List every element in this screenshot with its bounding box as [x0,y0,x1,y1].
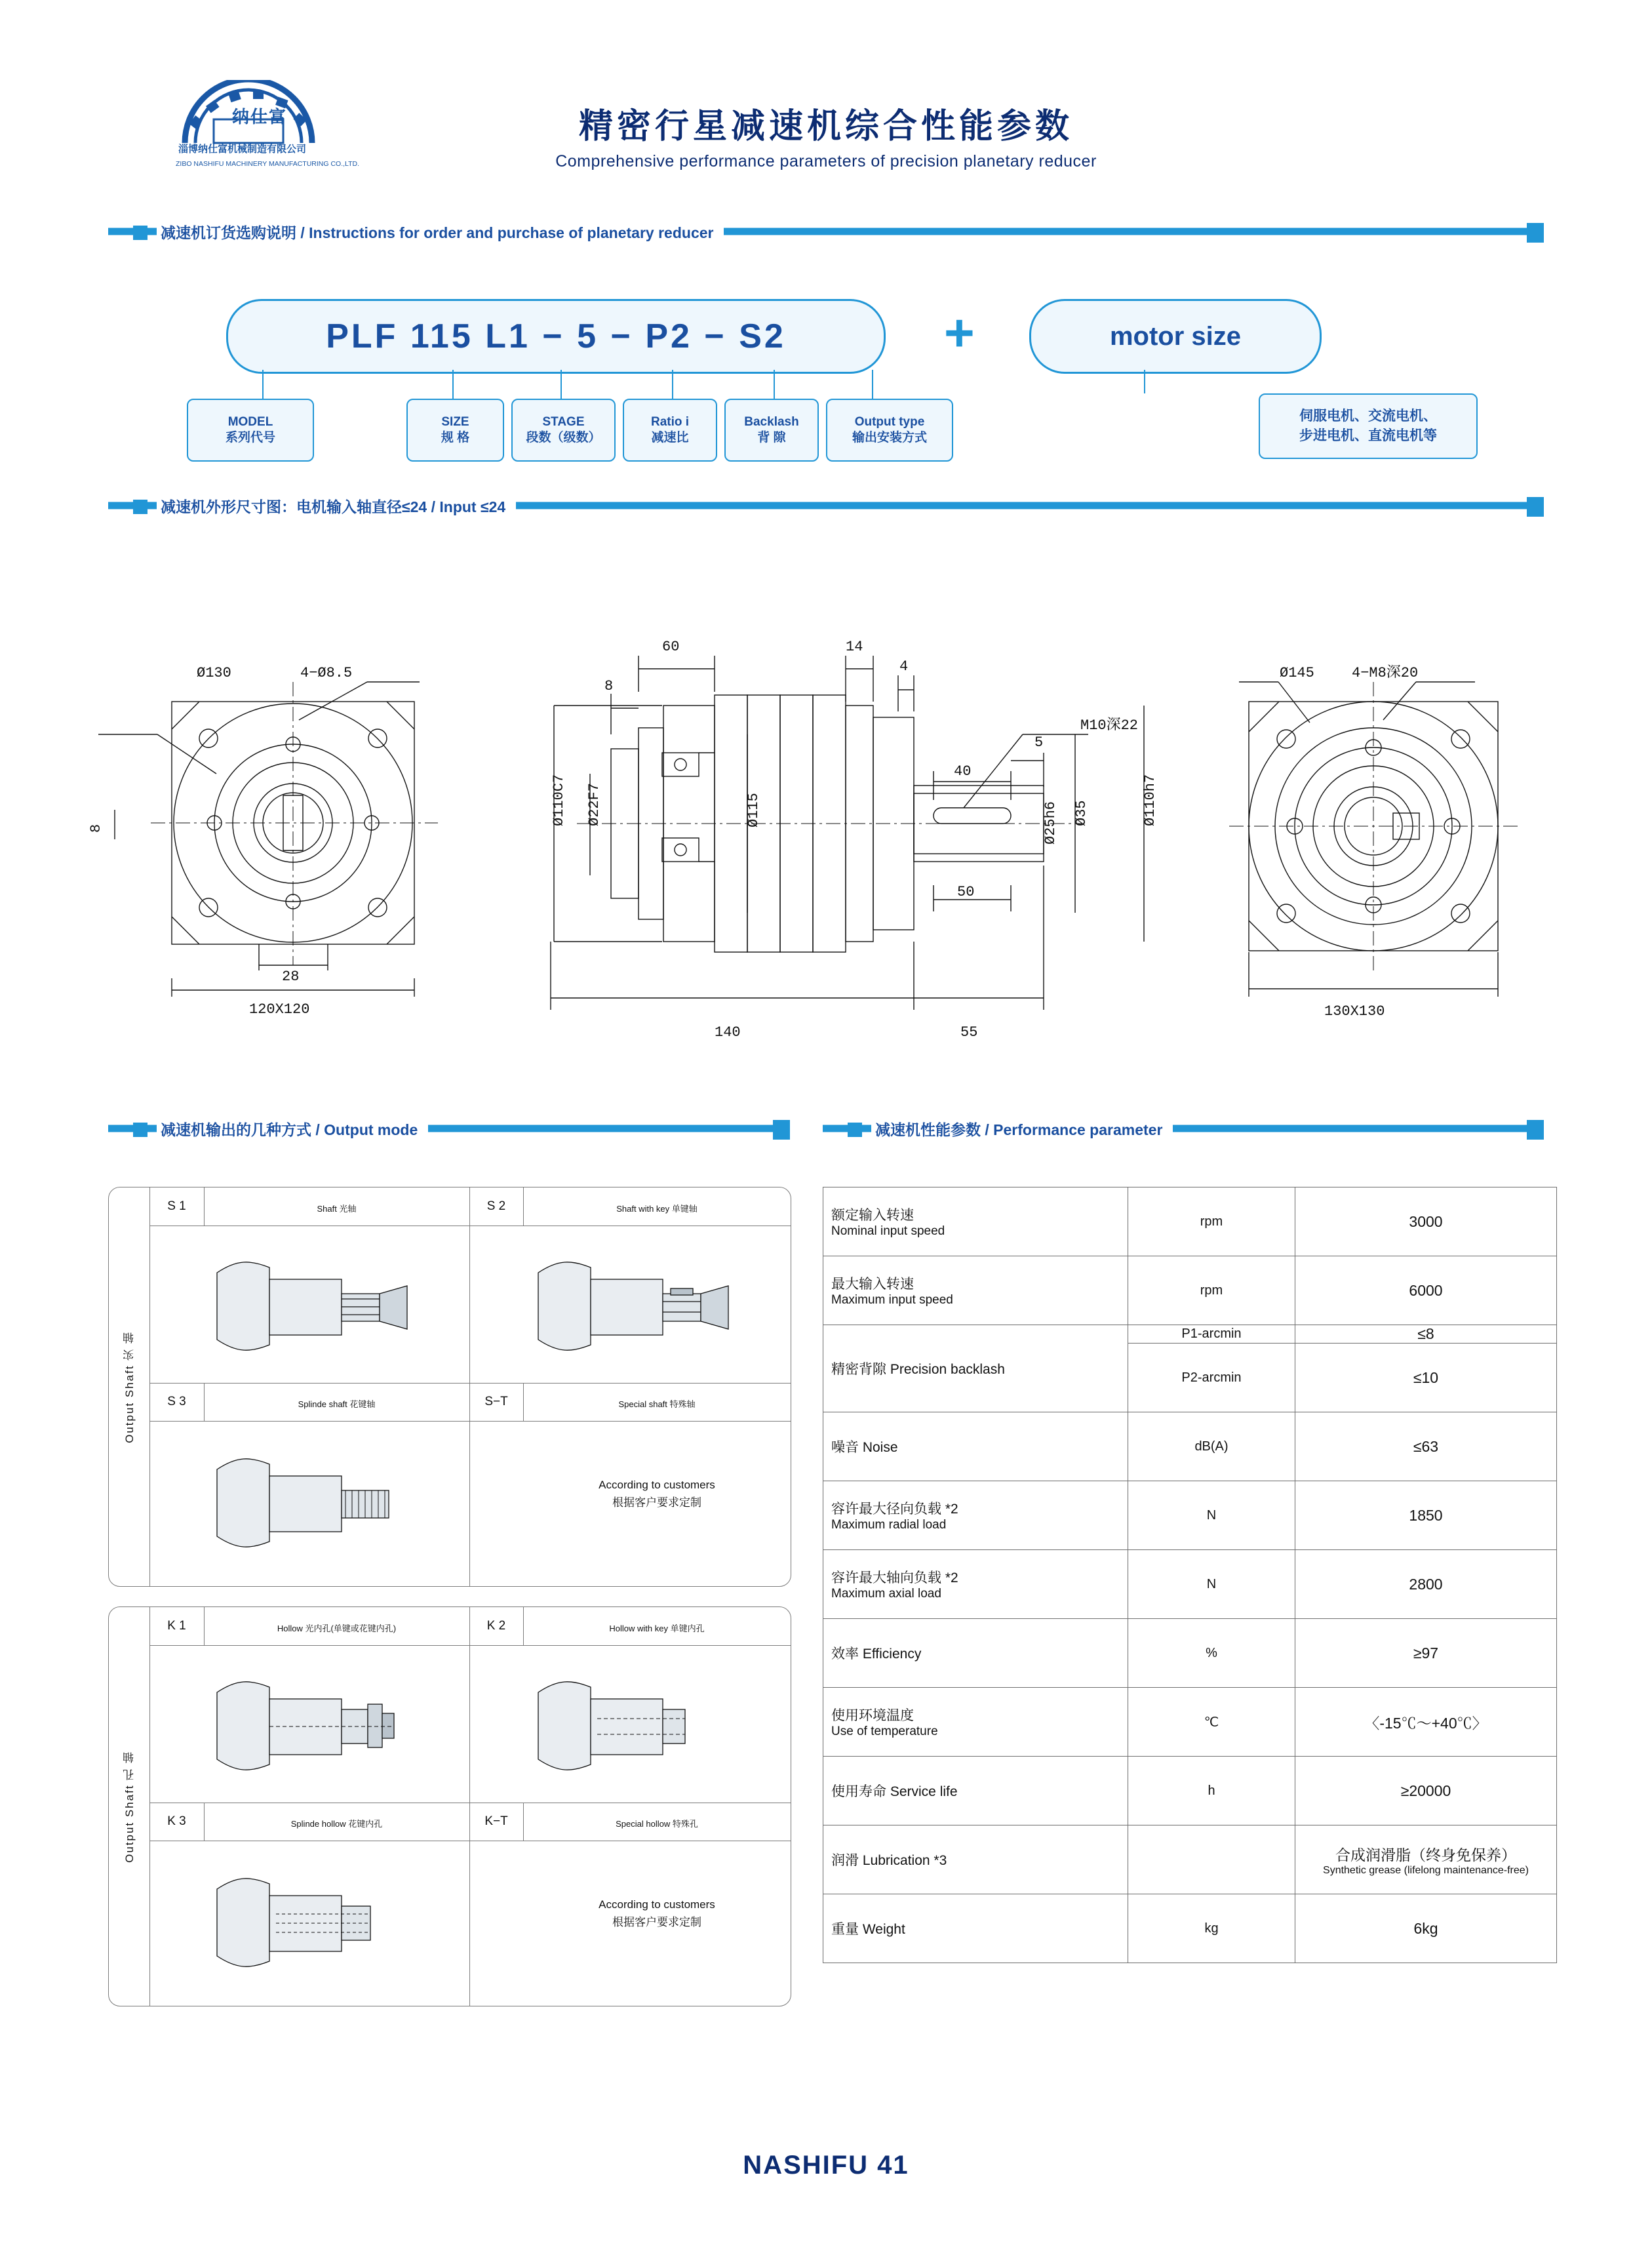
perf-label-cell [823,1481,1128,1550]
perf-unit [1128,1825,1295,1894]
perf-label-en: Maximum axial load [831,1587,941,1601]
section-header-order [108,218,1544,248]
table-row [823,1481,1557,1550]
logo-chinese-name: 纳仕富 [232,107,288,127]
legend-ratio-en: Ratio i [650,415,690,429]
section-title: 减速机性能参数 / Performance parameter [871,1117,1173,1142]
hollow-k3-figure [210,1850,460,1991]
perf-value-cell [1295,1825,1557,1894]
section-header-output-mode [108,1115,790,1145]
code-kt: K−T [484,1814,508,1828]
label-s1: Shaft 光轴 [317,1204,357,1214]
perf-label-en: Maximum radial load [831,1518,947,1532]
perf-unit: % [1128,1619,1295,1688]
label-s3: Splinde shaft 花键轴 [298,1399,376,1409]
dim-55: 55 [960,1024,978,1041]
perf-label-cell [823,1688,1128,1757]
output-hollow-side-label: Output Shaft 孔 轴 [109,1607,150,2006]
perf-value: 6000 [1295,1256,1557,1325]
label-k2: Hollow with key 单键内孔 [609,1624,705,1633]
legend-model-cn: 系列代号 [225,431,275,445]
page-title-cn: 精密行星减速机综合性能参数 [578,108,1073,146]
perf-unit: N [1128,1481,1295,1550]
perf-value: ≥97 [1295,1619,1557,1688]
perf-unit: ℃ [1128,1688,1295,1757]
perf-label-cell [823,1550,1128,1619]
dim-holes-right: 4−M8深20 [1352,665,1419,681]
dim-5: 5 [1034,734,1044,751]
logo-company-cn: 淄博纳仕富机械制造有限公司 [178,144,307,155]
dim-m10: M10深22 [1080,717,1139,734]
legend-stage-cn: 段数（级数） [526,431,601,445]
legend-output-cn: 输出安装方式 [852,431,927,445]
legend-tick [774,370,775,400]
perf-label-en: Use of temperature [831,1725,938,1738]
code-k3: K 3 [167,1814,186,1828]
drawing-svg [0,577,1652,1115]
code-st: S−T [484,1395,508,1408]
perf-unit: N [1128,1550,1295,1619]
perf-label-weight: 重量 Weight [823,1894,1128,1963]
perf-unit: h [1128,1757,1295,1825]
output-shaft-card [108,1187,791,1587]
dim-holes-left: 4−Ø8.5 [300,665,353,681]
perf-value: 1850 [1295,1481,1557,1550]
dim-25h6: Ø25h6 [1042,801,1059,845]
table-row [823,1894,1557,1963]
perf-label-backlash: 精密背隙 Precision backlash [823,1325,1128,1412]
dim-8-front: 8 [604,678,614,694]
perf-value: ≤63 [1295,1412,1557,1481]
dim-28: 28 [282,968,300,985]
code-s2: S 2 [486,1199,506,1213]
legend-stage [511,399,616,462]
perf-label-cn: 使用环境温度 [831,1708,914,1723]
legend-size-cn: 规 格 [441,431,470,445]
dim-40: 40 [954,763,972,780]
dim-115: Ø115 [745,793,762,827]
dim-square-right: 130X130 [1324,1003,1385,1020]
section-header-performance [823,1115,1544,1145]
perf-unit: P1-arcmin [1128,1325,1295,1344]
legend-tick [672,370,673,400]
dim-110h7: Ø110h7 [1142,774,1158,826]
legend-model [187,399,314,462]
perf-unit: rpm [1128,1187,1295,1256]
logo-company-en: ZIBO NASHIFU MACHINERY MANUFACTURING CO.,LTD. [176,160,360,168]
page-title-en: Comprehensive performance parameters of precision planetary reducer [555,152,1097,170]
legend-backlash-cn: 背 隙 [757,431,786,445]
perf-label-noise: 噪音 Noise [823,1412,1128,1481]
label-k3: Splinde hollow 花键内孔 [290,1819,383,1829]
legend-size [406,399,504,462]
perf-label-efficiency: 效率 Efficiency [823,1619,1128,1688]
perf-value: ≤8 [1295,1325,1557,1344]
model-code-box: PLF 115 L1 − 5 − P2 − S2 [226,299,886,374]
output-shaft-side-label: Output Shaft 实 轴 [109,1187,150,1586]
perf-label-cn: 额定输入转速 [831,1208,914,1223]
legend-tick [262,370,264,400]
page-footer: NASHIFU 41 [743,2151,909,2180]
section-end-icon [1527,1120,1544,1140]
legend-model-en: MODEL [227,415,273,429]
section-bullet-icon [133,500,148,514]
legend-stage-en: STAGE [542,415,585,429]
perf-unit: rpm [1128,1256,1295,1325]
label-kt: Special hollow 特殊孔 [616,1819,698,1829]
table-row [823,1256,1557,1325]
dimension-drawing [0,577,1652,1115]
legend-motor-line2: 步进电机、直流电机等 [1299,428,1437,443]
table-row [823,1757,1557,1825]
section-title: 减速机输出的几种方式 / Output mode [157,1117,428,1142]
perf-value: 〈-15℃～+40℃〉 [1295,1688,1557,1757]
plus-icon: + [944,304,975,362]
section-end-icon [1527,223,1544,243]
perf-label-cn: 容许最大径向负载 *2 [831,1502,958,1517]
dim-square-left: 120X120 [249,1001,310,1018]
dim-35: Ø35 [1073,800,1090,826]
legend-output-en: Output type [854,415,925,429]
legend-size-en: SIZE [441,415,469,429]
section-end-icon [1527,497,1544,517]
performance-table [823,1187,1557,1963]
section-header-dimension [108,492,1544,522]
table-row [823,1825,1557,1894]
table-row [823,1550,1557,1619]
code-s3: S 3 [167,1395,186,1408]
hollow-k1-figure [210,1653,460,1794]
left-view [98,682,438,997]
perf-value: 6kg [1295,1894,1557,1963]
perf-label-cell [823,1256,1128,1325]
perf-unit: kg [1128,1894,1295,1963]
section-bullet-icon [133,1123,148,1137]
custom-note-hollow: According to customers 根据客户要求定制 [599,1898,715,1929]
label-k1: Hollow 光内孔(单键或花键内孔) [277,1624,397,1633]
section-bullet-icon [133,226,148,240]
table-row [823,1688,1557,1757]
code-k1: K 1 [167,1619,186,1633]
legend-tick [1144,370,1145,393]
section-end-icon [773,1120,790,1140]
shaft-s1-figure [210,1233,460,1374]
legend-tick [872,370,873,400]
perf-label-cn: 最大输入转速 [831,1277,914,1292]
section-title: 减速机订货选购说明 / Instructions for order and purchase of planetary reducer [157,220,724,245]
hollow-k2-figure [532,1653,781,1794]
legend-backlash-en: Backlash [744,415,799,429]
perf-label-en: Maximum input speed [831,1293,953,1307]
legend-motor-line1: 伺服电机、交流电机、 [1299,408,1437,424]
perf-label-cn: 容许最大轴向负载 *2 [831,1570,958,1585]
custom-note-shaft: According to customers 根据客户要求定制 [599,1479,715,1509]
table-row [823,1325,1557,1344]
section-bullet-icon [848,1123,862,1137]
legend-tick [452,370,454,400]
motor-size-box: motor size [1029,299,1322,374]
legend-backlash [724,399,819,462]
perf-value: ≥20000 [1295,1757,1557,1825]
dim-140: 140 [715,1024,741,1041]
legend-ratio-cn: 减速比 [651,431,689,445]
table-row [823,1187,1557,1256]
code-s1: S 1 [167,1199,186,1213]
dim-50: 50 [957,884,975,900]
right-view [1229,682,1521,997]
perf-unit: dB(A) [1128,1412,1295,1481]
dim-4: 4 [899,658,909,675]
perf-value: 3000 [1295,1187,1557,1256]
dim-key8: 8 [88,824,104,833]
legend-tick [560,370,562,400]
legend-motor-types [1259,393,1478,459]
section-title: 减速机外形尺寸图：电机输入轴直径≤24 / Input ≤24 [157,494,516,519]
dim-60: 60 [662,639,680,655]
perf-label-service-life: 使用寿命 Service life [823,1757,1128,1825]
dim-14: 14 [846,639,863,655]
perf-value: ≤10 [1295,1344,1557,1412]
perf-value: 2800 [1295,1550,1557,1619]
label-st: Special shaft 特殊轴 [618,1399,696,1409]
dim-22f7: Ø22F7 [586,782,602,826]
output-hollow-card [108,1606,791,2006]
code-k2: K 2 [486,1619,506,1633]
perf-unit: P2-arcmin [1128,1344,1295,1412]
perf-label-lubrication: 润滑 Lubrication *3 [823,1825,1128,1894]
legend-ratio [623,399,717,462]
dim-d145: Ø145 [1280,665,1314,681]
dim-110c7: Ø110C7 [551,774,567,826]
label-s2: Shaft with key 单键轴 [616,1204,698,1214]
dim-d130: Ø130 [197,665,231,681]
shaft-s3-figure [210,1430,460,1571]
output-mode-tables [108,1187,790,2013]
perf-value-sub: Synthetic grease (lifelong maintenance-free) [1323,1864,1529,1876]
perf-label-cell [823,1187,1128,1256]
table-row [823,1619,1557,1688]
shaft-s2-figure [532,1233,781,1374]
legend-output-type [826,399,953,462]
table-row [823,1412,1557,1481]
perf-label-en: Nominal input speed [831,1224,945,1238]
perf-value: 合成润滑脂（终身免保养） [1335,1846,1516,1864]
